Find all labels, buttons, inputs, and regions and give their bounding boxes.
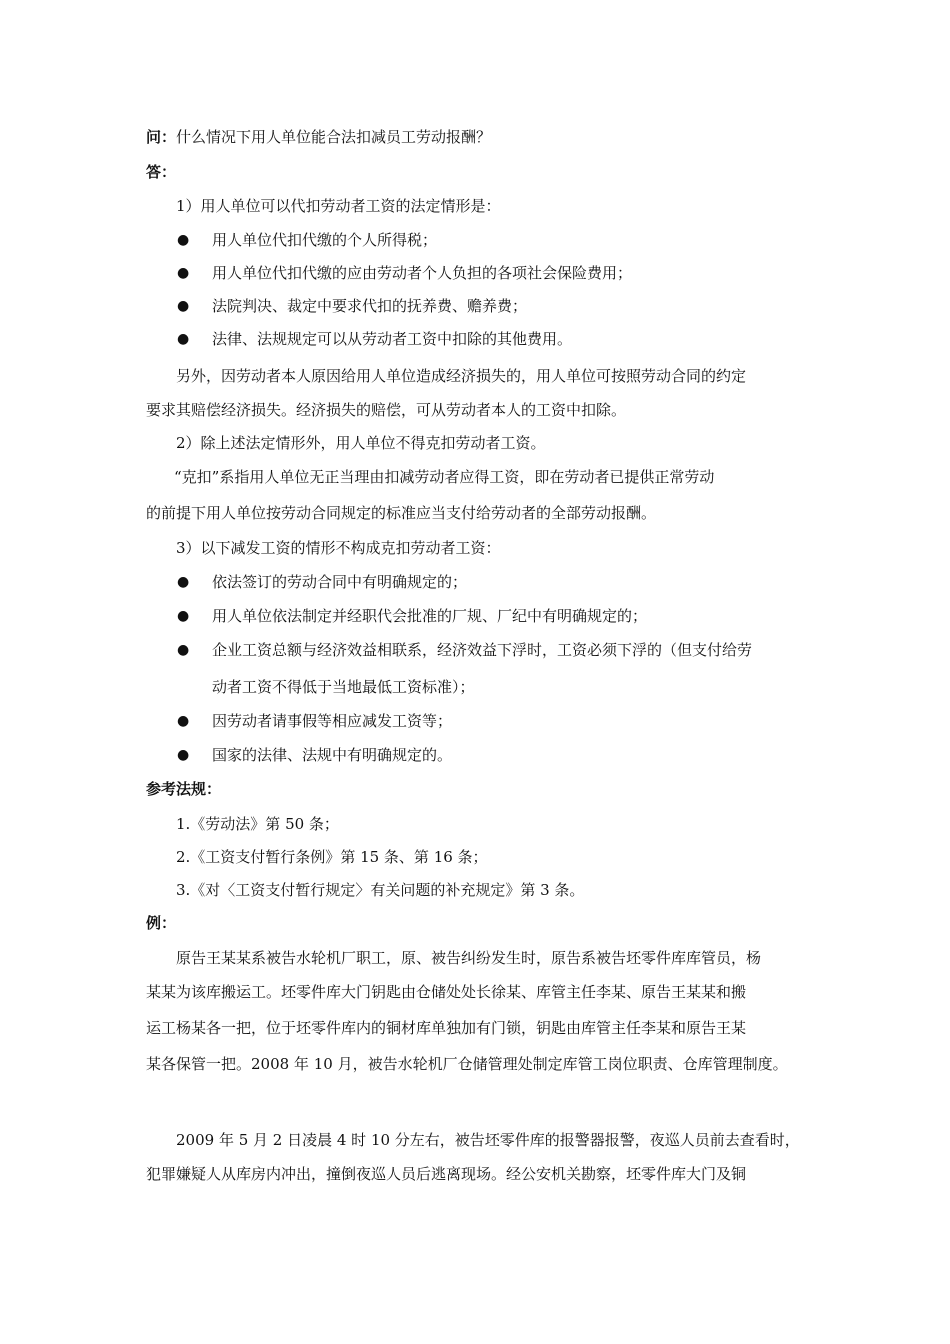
bullet-glyph: ● (177, 642, 190, 658)
example-line: 犯罪嫌疑人从库房内冲出，撞倒夜巡人员后逃离现场。经公安机关勘察，坯零件库大门及铜 (146, 1165, 747, 1183)
references-label: 参考法规： (146, 780, 222, 798)
bullet-glyph: ● (177, 608, 190, 624)
list-item: 用人单位依法制定并经职代会批准的厂规、厂纪中有明确规定的； (212, 607, 648, 625)
list-item: 国家的法律、法规中有明确规定的。 (212, 746, 453, 764)
section2-heading: 2）除上述法定情形外，用人单位不得克扣劳动者工资。 (176, 434, 546, 452)
list-item: 因劳动者请事假等相应减发工资等； (212, 712, 453, 730)
reference-item: 3.《对〈工资支付暂行规定〉有关问题的补充规定》第 3 条。 (176, 881, 585, 899)
question-label: 问： (146, 128, 177, 146)
question-text: 什么情况下用人单位能合法扣减员工劳动报酬？ (176, 128, 492, 146)
list-item: 法律、法规规定可以从劳动者工资中扣除的其他费用。 (212, 330, 573, 348)
list-item: 法院判决、裁定中要求代扣的抚养费、赡养费； (212, 297, 528, 315)
bullet-glyph: ● (177, 574, 190, 590)
section3-heading: 3）以下减发工资的情形不构成克扣劳动者工资： (176, 539, 501, 557)
question-line (146, 127, 491, 147)
list-item: 企业工资总额与经济效益相联系，经济效益下浮时，工资必须下浮的（但支付给劳 (212, 641, 753, 659)
example-line: 运工杨某各一把，位于坯零件库内的铜材库单独加有门锁，钥匙由库管主任李某和原告王某 (146, 1019, 747, 1037)
paragraph-line: 要求其赔偿经济损失。经济损失的赔偿，可从劳动者本人的工资中扣除。 (146, 401, 627, 419)
paragraph-line: 的前提下用人单位按劳动合同规定的标准应当支付给劳动者的全部劳动报酬。 (146, 504, 657, 522)
example-line: 2009 年 5 月 2 日凌晨 4 时 10 分左右，被告坯零件库的报警器报警，夜巡人员前去查看时， (176, 1131, 800, 1149)
section1-heading: 1）用人单位可以代扣劳动者工资的法定情形是： (176, 197, 501, 215)
bullet-glyph: ● (177, 265, 190, 281)
answer-label: 答： (146, 163, 177, 181)
bullet-glyph: ● (177, 331, 190, 347)
bullet-glyph: ● (177, 747, 190, 763)
example-line: 某某为该库搬运工。坯零件库大门钥匙由仓储处处长徐某、库管主任李某、原告王某某和搬 (146, 983, 747, 1001)
bullet-glyph: ● (177, 232, 190, 248)
paragraph-line: 另外，因劳动者本人原因给用人单位造成经济损失的，用人单位可按照劳动合同的约定 (176, 367, 747, 385)
list-item-continuation: 动者工资不得低于当地最低工资标准）； (212, 678, 475, 696)
list-item: 用人单位代扣代缴的应由劳动者个人负担的各项社会保险费用； (212, 264, 633, 282)
bullet-glyph: ● (177, 713, 190, 729)
reference-item: 1.《劳动法》第 50 条； (176, 815, 339, 833)
example-line: 某各保管一把。2008 年 10 月，被告水轮机厂仓储管理处制定库管工岗位职责、仓库管理制度。 (146, 1055, 788, 1073)
list-item: 用人单位代扣代缴的个人所得税； (212, 231, 438, 249)
list-item: 依法签订的劳动合同中有明确规定的； (212, 573, 468, 591)
example-label: 例： (146, 914, 177, 932)
example-line: 原告王某某系被告水轮机厂职工，原、被告纠纷发生时，原告系被告坯零件库库管员，杨 (176, 949, 762, 967)
reference-item: 2.《工资支付暂行条例》第 15 条、第 16 条； (176, 848, 488, 866)
bullet-glyph: ● (177, 298, 190, 314)
paragraph-line: “克扣”系指用人单位无正当理由扣减劳动者应得工资，即在劳动者已提供正常劳动 (174, 468, 715, 486)
